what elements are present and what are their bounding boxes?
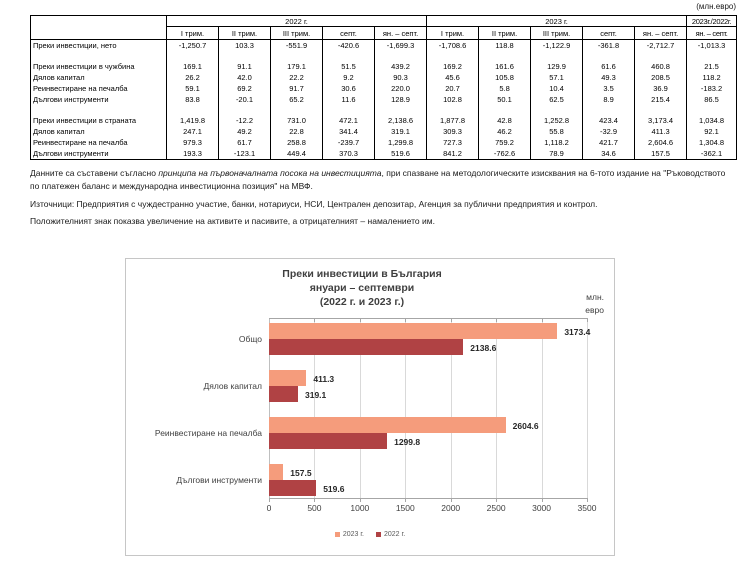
chart — [125, 258, 615, 556]
value-cell: 460.8 — [635, 61, 687, 72]
investments-table — [30, 15, 737, 160]
value-cell: 1,877.8 — [427, 115, 479, 126]
table-cell — [271, 105, 323, 115]
category-label: Общо — [238, 334, 262, 344]
period-header: септ. — [323, 27, 375, 40]
value-cell: 21.5 — [687, 61, 737, 72]
value-cell: -12.2 — [219, 115, 271, 126]
value-cell: 78.9 — [531, 148, 583, 160]
table-corner-cell — [31, 16, 167, 40]
chart-units-line2: евро — [585, 305, 604, 315]
value-cell: 22.8 — [271, 126, 323, 137]
value-cell: 42.0 — [219, 72, 271, 83]
value-cell: 1,118.2 — [531, 137, 583, 148]
category-label: Дългови инструменти — [176, 475, 262, 485]
note-methodology-post: , при спазване на методологическите изисквания на 6-тото издание на "Ръководството по платежен баланс и международна инвестиционна позиция" на МВФ. — [30, 168, 726, 191]
value-cell: 91.1 — [219, 61, 271, 72]
table-cell — [427, 105, 479, 115]
period-header: III трим. — [531, 27, 583, 40]
legend-item — [335, 531, 364, 538]
row-label: Реинвестиране на печалба — [31, 83, 167, 94]
x-tick-label: 3500 — [577, 503, 597, 513]
bar-2023 — [269, 417, 506, 433]
value-cell: 26.2 — [167, 72, 219, 83]
period-header: II трим. — [219, 27, 271, 40]
table-row — [31, 72, 737, 83]
table-row — [31, 115, 737, 126]
table-cell — [427, 51, 479, 61]
period-header: II трим. — [479, 27, 531, 40]
table-row — [31, 148, 737, 160]
value-cell: 1,252.8 — [531, 115, 583, 126]
value-cell: 3,173.4 — [635, 115, 687, 126]
value-cell: -123.1 — [219, 148, 271, 160]
table-cell — [167, 105, 219, 115]
value-cell: 61.7 — [219, 137, 271, 148]
chart-units-line1: млн. — [586, 292, 604, 302]
value-cell: -362.1 — [687, 148, 737, 160]
row-label: Реинвестиране на печалба — [31, 137, 167, 148]
value-cell: 472.1 — [323, 115, 375, 126]
value-cell: 128.9 — [375, 94, 427, 105]
value-cell: 2,138.6 — [375, 115, 427, 126]
table-row — [31, 126, 737, 137]
table-cell — [635, 105, 687, 115]
table-cell — [687, 105, 737, 115]
value-cell: -20.1 — [219, 94, 271, 105]
value-cell: 220.0 — [375, 83, 427, 94]
value-cell: 118.8 — [479, 40, 531, 52]
note-methodology-pre: Данните са съставени съгласно — [30, 168, 159, 178]
value-cell: 90.3 — [375, 72, 427, 83]
value-cell: 247.1 — [167, 126, 219, 137]
value-cell: 91.7 — [271, 83, 323, 94]
table-cell — [687, 51, 737, 61]
period-header: септ. — [583, 27, 635, 40]
chart-title — [118, 267, 606, 309]
value-cell: 439.2 — [375, 61, 427, 72]
value-cell: -183.2 — [687, 83, 737, 94]
value-cell: 83.8 — [167, 94, 219, 105]
value-cell: 841.2 — [427, 148, 479, 160]
value-cell: 1,419.8 — [167, 115, 219, 126]
value-cell: 727.3 — [427, 137, 479, 148]
value-cell: -2,712.7 — [635, 40, 687, 52]
x-axis-line — [269, 498, 588, 499]
value-cell: 62.5 — [531, 94, 583, 105]
table-cell — [271, 51, 323, 61]
legend-label: 2023 г. — [342, 531, 364, 538]
plot-top-border — [269, 318, 588, 319]
table-cell — [635, 51, 687, 61]
value-cell: 46.2 — [479, 126, 531, 137]
table-year-row — [31, 16, 737, 27]
value-cell: 179.1 — [271, 61, 323, 72]
row-label: Дялов капитал — [31, 126, 167, 137]
legend-swatch — [335, 532, 340, 537]
table-cell — [531, 51, 583, 61]
value-cell: -1,250.7 — [167, 40, 219, 52]
row-label: Дългови инструменти — [31, 94, 167, 105]
table-spacer-row — [31, 105, 737, 115]
value-cell: 92.1 — [687, 126, 737, 137]
chart-title-line3: (2022 г. и 2023 г.) — [319, 296, 405, 308]
value-cell: -32.9 — [583, 126, 635, 137]
value-cell: -1,708.6 — [427, 40, 479, 52]
period-header: ян. – септ. — [687, 27, 737, 40]
value-cell: 423.4 — [583, 115, 635, 126]
x-tick-label: 500 — [307, 503, 322, 513]
legend-item — [376, 531, 405, 538]
value-cell: 30.6 — [323, 83, 375, 94]
legend-swatch — [376, 532, 381, 537]
value-cell: 57.1 — [531, 72, 583, 83]
bar-value-label: 2138.6 — [470, 342, 497, 353]
bar-2022 — [269, 433, 387, 449]
value-cell: 118.2 — [687, 72, 737, 83]
table-cell — [31, 105, 167, 115]
value-cell: 759.2 — [479, 137, 531, 148]
value-cell: 1,034.8 — [687, 115, 737, 126]
x-tick-label: 2500 — [486, 503, 506, 513]
value-cell: 449.4 — [271, 148, 323, 160]
x-tick-label: 0 — [266, 503, 272, 513]
bar-value-label: 157.5 — [290, 467, 312, 478]
value-cell: 11.6 — [323, 94, 375, 105]
value-cell: 319.1 — [375, 126, 427, 137]
table-cell — [375, 51, 427, 61]
table-cell — [583, 51, 635, 61]
period-header: III трим. — [271, 27, 323, 40]
period-header: ян. – септ. — [635, 27, 687, 40]
value-cell: 65.2 — [271, 94, 323, 105]
table-row — [31, 83, 737, 94]
value-cell: 215.4 — [635, 94, 687, 105]
bar-2022 — [269, 339, 463, 355]
value-cell: 2,604.6 — [635, 137, 687, 148]
table-cell — [219, 105, 271, 115]
chart-title-line1: Преки инвестиции в България — [282, 268, 442, 280]
x-tick-label: 1000 — [350, 503, 370, 513]
bar-value-label: 1299.8 — [394, 436, 421, 447]
value-cell: 34.6 — [583, 148, 635, 160]
table-cell — [375, 105, 427, 115]
value-cell: 103.3 — [219, 40, 271, 52]
value-cell: 59.1 — [167, 83, 219, 94]
value-cell: 129.9 — [531, 61, 583, 72]
bar-value-label: 411.3 — [313, 373, 335, 384]
value-cell: 9.2 — [323, 72, 375, 83]
row-label: Дългови инструменти — [31, 148, 167, 160]
row-label: Преки инвестиции в чужбина — [31, 61, 167, 72]
table-spacer-row — [31, 51, 737, 61]
gridline — [542, 318, 543, 498]
bar-2023 — [269, 323, 557, 339]
period-header: I трим. — [167, 27, 219, 40]
value-cell: -551.9 — [271, 40, 323, 52]
row-label: Преки инвестиции в страната — [31, 115, 167, 126]
value-cell: 10.4 — [531, 83, 583, 94]
x-tick-label: 3000 — [532, 503, 552, 513]
row-label: Дялов капитал — [31, 72, 167, 83]
value-cell: 22.2 — [271, 72, 323, 83]
bar-value-label: 319.1 — [304, 389, 327, 400]
gridline — [587, 318, 588, 498]
value-cell: 731.0 — [271, 115, 323, 126]
table-cell — [219, 51, 271, 61]
table-cell — [479, 51, 531, 61]
value-cell: 157.5 — [635, 148, 687, 160]
value-cell: 49.2 — [219, 126, 271, 137]
period-header: ян. – септ. — [375, 27, 427, 40]
value-cell: 341.4 — [323, 126, 375, 137]
value-cell: -1,122.9 — [531, 40, 583, 52]
chart-legend — [126, 531, 614, 538]
value-cell: 102.8 — [427, 94, 479, 105]
table-cell — [583, 105, 635, 115]
value-cell: 61.6 — [583, 61, 635, 72]
value-cell: -1,013.3 — [687, 40, 737, 52]
note-methodology — [30, 167, 730, 192]
value-cell: 49.3 — [583, 72, 635, 83]
value-cell: 36.9 — [635, 83, 687, 94]
value-cell: 169.1 — [167, 61, 219, 72]
table-cell — [323, 105, 375, 115]
value-cell: 1,304.8 — [687, 137, 737, 148]
value-cell: 50.1 — [479, 94, 531, 105]
x-tick-label: 1500 — [395, 503, 415, 513]
legend-label: 2022 г. — [384, 531, 406, 538]
year-group-header: 2023г./2022г. — [687, 16, 737, 27]
table-cell — [531, 105, 583, 115]
value-cell: 258.8 — [271, 137, 323, 148]
chart-units-label — [585, 291, 604, 317]
bar-2023 — [269, 464, 283, 480]
value-cell: 208.5 — [635, 72, 687, 83]
bar-value-label: 2604.6 — [512, 420, 539, 431]
x-tick-label: 2000 — [441, 503, 461, 513]
table-cell — [31, 51, 167, 61]
note-sources: Източници: Предприятия с чуждестранно участие, банки, нотариуси, НСИ, Централен депозитар, Агенция за публични предприятия и контрол. — [30, 199, 598, 209]
bar-2022 — [269, 480, 316, 496]
value-cell: 1,299.8 — [375, 137, 427, 148]
value-cell: 411.3 — [635, 126, 687, 137]
value-cell: 519.6 — [375, 148, 427, 160]
table-cell — [323, 51, 375, 61]
value-cell: 69.2 — [219, 83, 271, 94]
value-cell: 42.8 — [479, 115, 531, 126]
value-cell: 55.8 — [531, 126, 583, 137]
value-cell: 51.5 — [323, 61, 375, 72]
value-cell: 5.8 — [479, 83, 531, 94]
value-cell: -420.6 — [323, 40, 375, 52]
bar-value-label: 519.6 — [323, 483, 345, 494]
table-cell — [479, 105, 531, 115]
table-row — [31, 94, 737, 105]
value-cell: 45.6 — [427, 72, 479, 83]
value-cell: 8.9 — [583, 94, 635, 105]
note-sign: Положителният знак показва увеличение на активите и пасивите, а отрицателният – намалението им. — [30, 216, 435, 226]
value-cell: -361.8 — [583, 40, 635, 52]
year-group-header: 2022 г. — [167, 16, 427, 27]
table-body — [31, 40, 737, 160]
table-row — [31, 40, 737, 52]
value-cell: -762.6 — [479, 148, 531, 160]
table-row — [31, 137, 737, 148]
value-cell: -1,699.3 — [375, 40, 427, 52]
period-header: I трим. — [427, 27, 479, 40]
value-cell: 3.5 — [583, 83, 635, 94]
table-cell — [167, 51, 219, 61]
category-label: Дялов капитал — [203, 381, 262, 391]
value-cell: 86.5 — [687, 94, 737, 105]
bar-2023 — [269, 370, 306, 386]
value-cell: 370.3 — [323, 148, 375, 160]
table-row — [31, 61, 737, 72]
value-cell: 193.3 — [167, 148, 219, 160]
category-label: Реинвестиране на печалба — [154, 428, 262, 438]
value-cell: 309.3 — [427, 126, 479, 137]
year-group-header: 2023 г. — [427, 16, 687, 27]
value-cell: 979.3 — [167, 137, 219, 148]
bar-value-label: 3173.4 — [564, 326, 591, 337]
value-cell: 421.7 — [583, 137, 635, 148]
value-cell: 161.6 — [479, 61, 531, 72]
note-methodology-italic: принципа на първоначалната посока на инвестицията — [158, 168, 382, 178]
units-note: (млн.евро) — [696, 2, 736, 11]
value-cell: 105.8 — [479, 72, 531, 83]
value-cell: 169.2 — [427, 61, 479, 72]
value-cell: -239.7 — [323, 137, 375, 148]
bar-2022 — [269, 386, 298, 402]
value-cell: 20.7 — [427, 83, 479, 94]
row-label: Преки инвестиции, нето — [31, 40, 167, 52]
chart-title-line2: януари – септември — [309, 282, 415, 294]
